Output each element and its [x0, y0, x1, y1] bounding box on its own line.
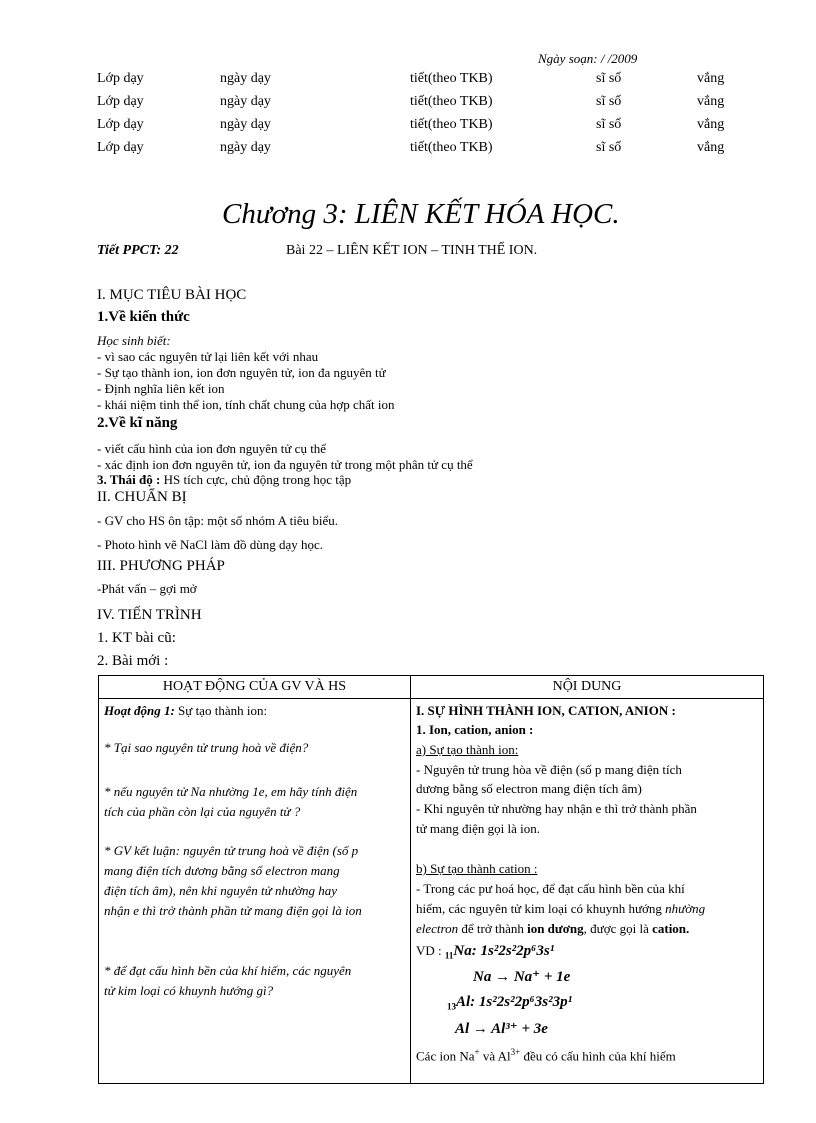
content-label: b) Sự tạo thành cation :: [416, 861, 538, 876]
list-item: - Định nghĩa liên kết ion: [97, 381, 225, 396]
question-line: mang điện tích dương bằng số electron mang: [104, 863, 340, 878]
question-line: * để đạt cấu hình bền của khí hiếm, các nguyên: [104, 963, 352, 978]
text-part: hiếm, các nguyên tử kim loại có khuynh hướng: [416, 901, 666, 916]
class-row: [97, 117, 737, 139]
list-item: - xác định ion đơn nguyên tử, ion đa nguyên tử trong một phân tử cụ thể: [97, 457, 473, 472]
bai-moi: 2. Bài mới :: [97, 653, 169, 669]
al-equation: Al → Al³⁺ + 3e: [455, 1021, 548, 1037]
hs-biet: Học sinh biết:: [97, 333, 171, 348]
question-line: * GV kết luận: nguyên tử trung hoà về điện (số p: [104, 843, 359, 858]
si-so: sĩ số: [596, 94, 622, 109]
tiet-tkb: tiết(theo TKB): [410, 94, 493, 109]
tiet-ppct: Tiết PPCT: 22: [97, 243, 179, 258]
content-line: dương bằng số electron mang điện tích âm): [416, 781, 642, 796]
thai-do-label: 3. Thái độ :: [97, 472, 161, 487]
col-header-activity: HOẠT ĐỘNG CỦA GV VÀ HS: [99, 676, 411, 699]
lop-day: Lớp dạy: [97, 117, 144, 132]
lesson-title: Bài 22 – LIÊN KẾT ION – TINH THỂ ION.: [286, 243, 538, 258]
text-part: để trở thành: [458, 921, 528, 936]
text-part: nhường: [665, 901, 706, 916]
ngay-day: ngày dạy: [220, 140, 271, 155]
si-so: sĩ số: [596, 71, 622, 86]
lesson-table: [98, 675, 764, 1084]
superscript: +: [474, 1047, 480, 1057]
lop-day: Lớp dạy: [97, 140, 144, 155]
date-line: Ngày soạn: / /2009: [538, 51, 638, 66]
list-item: - Sự tạo thành ion, ion đơn nguyên tử, ion đa nguyên tử: [97, 365, 386, 380]
content-cell: [411, 699, 764, 1084]
question-line: nhận e thì trở thành phần tử mang điện gọi là ion: [104, 903, 362, 918]
content-line: - Nguyên tử trung hòa về điện (số p mang điện tích: [416, 762, 682, 777]
text-part: cation.: [652, 921, 690, 936]
section-heading: I. MỤC TIÊU BÀI HỌC: [97, 287, 247, 303]
content-subheading: 1. Ion, cation, anion :: [416, 722, 534, 737]
activity-heading: [104, 702, 267, 719]
example-na-config: [416, 942, 554, 965]
text-part: và Al: [479, 1048, 511, 1064]
na-config: Na: 1s²2s²2p⁶3s¹: [453, 943, 555, 959]
si-so: sĩ số: [596, 117, 622, 132]
thai-do-text: HS tích cực, chủ động trong học tập: [163, 472, 352, 487]
activity-text: Sự tạo thành ion:: [178, 703, 268, 718]
superscript: 3+: [510, 1047, 521, 1057]
class-row: [97, 71, 737, 93]
content-line: tử mang điện gọi là ion.: [416, 821, 541, 836]
content-line: [416, 1044, 676, 1064]
text-part: , được gọi là: [583, 921, 653, 936]
kt-bai-cu: 1. KT bài cũ:: [97, 630, 176, 646]
vang: vắng: [697, 117, 725, 132]
subsection-heading: 1.Về kiến thức: [97, 309, 190, 325]
list-item: - viết cấu hình của ion đơn nguyên tử cụ thể: [97, 441, 327, 456]
content-line: [416, 900, 705, 917]
tiet-tkb: tiết(theo TKB): [410, 117, 493, 132]
ngay-day: ngày dạy: [220, 94, 271, 109]
list-item: - Photo hình vẽ NaCl làm đồ dùng dạy học.: [97, 537, 324, 552]
list-item: - vì sao các nguyên tử lại liên kết với nhau: [97, 349, 319, 364]
vang: vắng: [697, 94, 725, 109]
thai-do: [97, 472, 351, 488]
tiet-tkb: tiết(theo TKB): [410, 140, 493, 155]
na-equation: Na → Na⁺ + 1e: [473, 969, 571, 985]
method-text: -Phát vấn – gợi mở: [97, 581, 197, 596]
atomic-number: 13: [447, 1001, 456, 1012]
content-line: - Trong các pư hoá học, để đạt cấu hình bền của khí: [416, 881, 685, 896]
content-line: [416, 920, 689, 937]
si-so: sĩ số: [596, 140, 622, 155]
question-line: tích của phần còn lại của nguyên tử ?: [104, 804, 301, 819]
vang: vắng: [697, 140, 725, 155]
question-line: * nếu nguyên tử Na nhường 1e, em hãy tính điện: [104, 784, 358, 799]
lop-day: Lớp dạy: [97, 94, 144, 109]
content-line: - Khi nguyên tử nhường hay nhận e thì trở thành phần: [416, 801, 697, 816]
ngay-day: ngày dạy: [220, 71, 271, 86]
section-heading: IV. TIẾN TRÌNH: [97, 607, 202, 623]
content-heading: I. SỰ HÌNH THÀNH ION, CATION, ANION :: [416, 703, 676, 718]
section-heading: II. CHUẨN BỊ: [97, 489, 187, 505]
text-part: electron: [416, 921, 459, 936]
example-al-config: [447, 993, 572, 1016]
tiet-tkb: tiết(theo TKB): [410, 71, 493, 86]
text-part: đều có cấu hình của khí hiếm: [520, 1048, 676, 1064]
text-part: Các ion Na: [416, 1048, 475, 1064]
class-row: [97, 140, 737, 162]
question-line: * Tại sao nguyên tử trung hoà về điện?: [104, 740, 309, 755]
list-item: - GV cho HS ôn tập: một số nhóm A tiêu biểu.: [97, 513, 338, 528]
activity-cell: [99, 699, 411, 1084]
question-line: tử kim loại có khuynh hướng gì?: [104, 983, 274, 998]
section-heading: III. PHƯƠNG PHÁP: [97, 558, 225, 574]
atomic-number: 11: [444, 950, 454, 961]
activity-label: Hoạt động 1:: [104, 703, 175, 718]
chapter-title: Chương 3: LIÊN KẾT HÓA HỌC.: [222, 198, 620, 230]
subsection-heading: 2.Về kĩ năng: [97, 415, 178, 431]
question-line: điện tích âm), nên khi nguyên tử nhường hay: [104, 883, 338, 898]
class-row: [97, 94, 737, 116]
col-header-content: NỘI DUNG: [411, 676, 764, 699]
content-label: a) Sự tạo thành ion:: [416, 742, 519, 757]
vd-label: VD :: [416, 943, 442, 958]
text-part: ion dương: [527, 921, 584, 936]
ngay-day: ngày dạy: [220, 117, 271, 132]
vang: vắng: [697, 71, 725, 86]
al-config: Al: 1s²2s²2p⁶3s²3p¹: [456, 994, 573, 1010]
list-item: - khái niệm tinh thể ion, tính chất chung của hợp chất ion: [97, 397, 395, 412]
lop-day: Lớp dạy: [97, 71, 144, 86]
